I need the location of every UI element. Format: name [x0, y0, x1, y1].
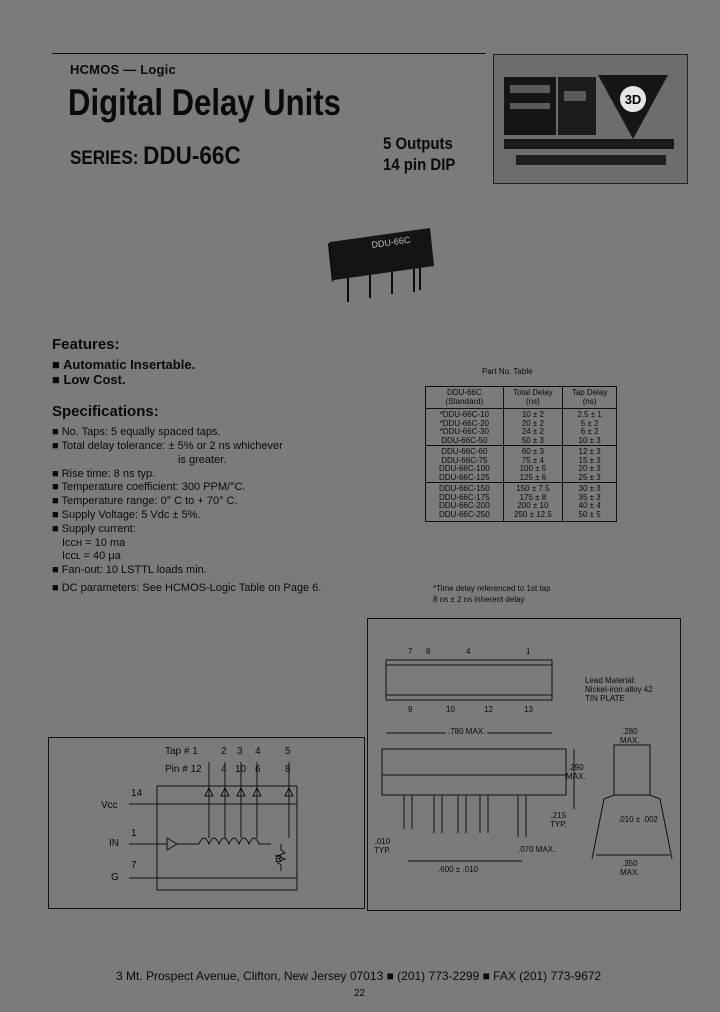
table-header-row	[426, 387, 617, 409]
cell-part-number: *DDU-66C-30	[426, 428, 504, 437]
cell-tap-delay: 10 ± 3	[563, 437, 617, 446]
tap-number: 5	[285, 746, 291, 757]
table-row	[426, 511, 617, 522]
schematic-lines	[49, 738, 364, 908]
part-table-footnote: *Time delay referenced to 1st tap 8 ns ± 2 ns inherent delay	[433, 584, 551, 604]
tap-number: 4	[255, 746, 261, 757]
pkg-top-pin: 8	[426, 647, 431, 656]
pkg-bottom-pin: 10	[446, 705, 455, 714]
cell-total-delay: 24 ± 2	[503, 428, 563, 437]
dim-lead-thickness: .010 ± .002	[618, 815, 658, 824]
footer-address: 3 Mt. Prospect Avenue, Clifton, New Jersey 07013 ■ (201) 773-2299 ■ FAX (201) 773-9672	[116, 969, 602, 983]
cell-part-number: DDU-66C-125	[426, 474, 504, 483]
page-number: 22	[354, 988, 366, 999]
g-pin: 7	[131, 860, 137, 871]
dim-pin-length: .070 MAX.	[518, 845, 556, 854]
cell-part-number: DDU-66C-60	[426, 446, 504, 457]
series-label: SERIES:	[70, 148, 139, 169]
spec-dc-params: ■ DC parameters: See HCMOS-Logic Table on Page 6.	[52, 582, 322, 594]
pkg-top-pin: 1	[526, 647, 531, 656]
cell-tap-delay: 30 ± 3	[563, 483, 617, 494]
series-line	[70, 142, 241, 171]
specifications-heading: Specifications:	[52, 403, 159, 420]
cell-part-number: DDU-66C-75	[426, 457, 504, 466]
schematic-diagram	[48, 737, 365, 909]
spec-supply-voltage: ■ Supply Voltage: 5 Vdc ± 5%.	[52, 509, 201, 521]
cell-total-delay: 175 ± 8	[503, 494, 563, 503]
pin-number: 4	[221, 764, 227, 775]
cell-part-number: *DDU-66C-20	[426, 420, 504, 429]
pin-number: 6	[255, 764, 261, 775]
outputs-count: 5 Outputs	[383, 134, 453, 153]
g-label: G	[111, 872, 119, 883]
feature-item: ■ Automatic Insertable.	[52, 357, 196, 372]
part-table-body	[426, 409, 617, 522]
cell-total-delay: 75 ± 4	[503, 457, 563, 466]
pkg-bottom-pin: 13	[524, 705, 533, 714]
cell-tap-delay: 6 ± 2	[563, 428, 617, 437]
cell-part-number: DDU-66C-175	[426, 494, 504, 503]
spec-iccl: Iccʟ = 40 μa	[62, 550, 121, 562]
col-header-total: Total Delay (ns)	[503, 387, 563, 409]
col-header-part: DDU-66C (Standard)	[426, 387, 504, 409]
dim-height: .290 MAX.	[566, 763, 586, 781]
spec-fanout: ■ Fan-out: 10 LSTTL loads min.	[52, 564, 207, 576]
spec-temp-coef: ■ Temperature coefficient: 300 PPM/°C.	[52, 481, 246, 493]
table-row	[426, 474, 617, 483]
tap-number: 2	[221, 746, 227, 757]
dim-pitch: .600 ± .010	[438, 865, 478, 874]
series-value: DDU-66C	[143, 142, 241, 170]
vcc-label: Vcc	[101, 800, 118, 811]
cell-part-number: DDU-66C-250	[426, 511, 504, 522]
cell-tap-delay: 20 ± 3	[563, 465, 617, 474]
cell-part-number: DDU-66C-50	[426, 437, 504, 446]
package-type: 14 pin DIP	[383, 155, 456, 174]
resistor-label: R	[275, 854, 283, 865]
cell-part-number: *DDU-66C-10	[426, 409, 504, 420]
in-label: IN	[109, 838, 119, 849]
dim-pin-width: .010 TYP.	[374, 837, 391, 855]
product-photo	[320, 222, 438, 304]
spec-temp-range: ■ Temperature range: 0° C to + 70° C.	[52, 495, 238, 507]
cell-tap-delay: 2.5 ± 1	[563, 409, 617, 420]
cell-tap-delay: 25 ± 3	[563, 474, 617, 483]
part-table-caption: Part No. Table	[482, 367, 533, 376]
header-rule	[52, 53, 486, 54]
dim-standoff: .215 TYP.	[550, 811, 567, 829]
cell-tap-delay: 12 ± 3	[563, 446, 617, 457]
pkg-bottom-pin: 12	[484, 705, 493, 714]
tap-label: Tap # 1	[165, 746, 198, 757]
table-row	[426, 409, 617, 420]
outputs-block	[383, 133, 455, 175]
cell-total-delay: 50 ± 3	[503, 437, 563, 446]
col-header-tap: Tap Delay (ns)	[563, 387, 617, 409]
cell-total-delay: 10 ± 2	[503, 409, 563, 420]
cell-total-delay: 250 ± 12.5	[503, 511, 563, 522]
spec-tolerance: ■ Total delay tolerance: ± 5% or 2 ns whichever	[52, 440, 283, 452]
cell-total-delay: 200 ± 10	[503, 502, 563, 511]
pkg-top-pin: 4	[466, 647, 471, 656]
in-pin: 1	[131, 828, 137, 839]
spec-supply-current: ■ Supply current:	[52, 523, 136, 535]
cell-tap-delay: 40 ± 4	[563, 502, 617, 511]
lead-material-note: Lead Material: Nickel-iron alloy 42 TIN PLATE	[585, 676, 653, 703]
cell-total-delay: 100 ± 5	[503, 465, 563, 474]
cell-tap-delay: 50 ± 5	[563, 511, 617, 522]
spec-tolerance-cont: is greater.	[178, 454, 227, 466]
cell-part-number: DDU-66C-150	[426, 483, 504, 494]
cell-part-number: DDU-66C-100	[426, 465, 504, 474]
tap-number: 3	[237, 746, 243, 757]
table-row	[426, 437, 617, 446]
table-row	[426, 446, 617, 457]
cell-tap-delay: 15 ± 3	[563, 457, 617, 466]
pkg-top-pin: 7	[408, 647, 413, 656]
spec-icch: Iccн = 10 ma	[62, 537, 126, 549]
page-title: Digital Delay Units	[68, 82, 341, 123]
features-heading: Features:	[52, 336, 120, 353]
table-row	[426, 483, 617, 494]
cell-part-number: DDU-66C-200	[426, 502, 504, 511]
cell-total-delay: 60 ± 3	[503, 446, 563, 457]
company-logo	[493, 54, 688, 184]
dim-row-spacing: .350 MAX.	[620, 859, 640, 877]
part-number-table	[425, 386, 617, 522]
cell-total-delay: 20 ± 2	[503, 420, 563, 429]
feature-item: ■ Low Cost.	[52, 372, 126, 387]
spec-rise-time: ■ Rise time: 8 ns typ.	[52, 468, 156, 480]
pin-label: Pin # 12	[165, 764, 202, 775]
cell-total-delay: 150 ± 7.5	[503, 483, 563, 494]
pkg-bottom-pin: 9	[408, 705, 413, 714]
spec-taps: ■ No. Taps: 5 equally spaced taps.	[52, 426, 221, 438]
logo-emblem: 3D	[624, 92, 642, 107]
package-drawing	[367, 618, 681, 911]
cell-tap-delay: 35 ± 3	[563, 494, 617, 503]
pin-number: 10	[235, 764, 247, 775]
header-kicker: HCMOS — Logic	[70, 62, 176, 77]
chip-label: DDU-66C	[370, 234, 411, 250]
pin-number: 8	[285, 764, 291, 775]
dim-side-width: .280 MAX.	[620, 727, 640, 745]
cell-tap-delay: 5 ± 2	[563, 420, 617, 429]
vcc-pin: 14	[131, 788, 143, 799]
cell-total-delay: 125 ± 6	[503, 474, 563, 483]
dim-length: .780 MAX.	[448, 727, 486, 736]
logo-graphic	[494, 55, 687, 183]
